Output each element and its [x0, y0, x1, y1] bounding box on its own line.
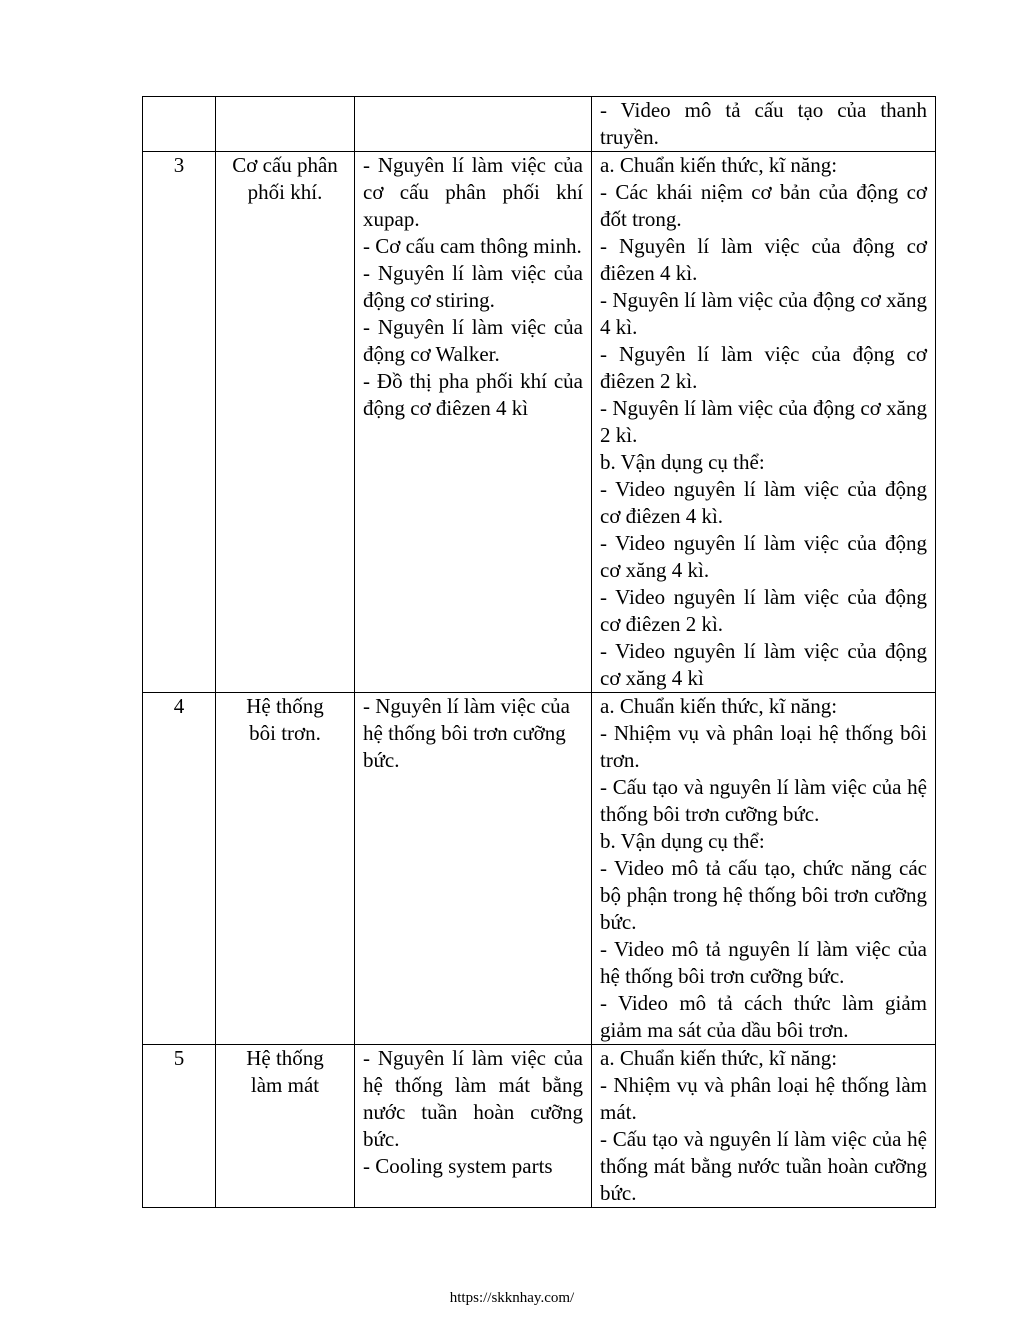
- requirements-cell: [592, 1045, 936, 1208]
- row-number: 3: [173, 153, 185, 177]
- requirement-line: - Nguyên lí làm việc của động cơ xăng 2 kì.: [600, 396, 927, 447]
- topic-name-line: Hệ thống: [246, 694, 324, 718]
- requirement-line: - Video mô tả cấu tạo, chức năng các bộ phận trong hệ thống bôi trơn cưỡng bức.: [600, 856, 927, 934]
- table-row: [143, 152, 936, 693]
- simulation-cell: [355, 693, 592, 1045]
- simulation-line: - Nguyên lí làm việc của động cơ stiring.: [363, 261, 583, 312]
- simulation-cell: [355, 1045, 592, 1208]
- row-number: 4: [173, 694, 185, 718]
- requirements-cell: [592, 152, 936, 693]
- simulation-line: - Nguyên lí làm việc của hệ thống bôi trơn cưỡng bức.: [363, 694, 571, 772]
- simulation-line: - Nguyên lí làm việc của hệ thống làm mát bằng nước tuần hoàn cưỡng bức.: [363, 1046, 583, 1151]
- topic-name-line: làm mát: [250, 1073, 320, 1097]
- requirement-line: - Video mô tả cấu tạo của thanh truyền.: [600, 98, 927, 149]
- topic-name-line: bôi trơn.: [249, 721, 321, 745]
- requirement-line: - Các khái niệm cơ bản của động cơ đốt trong.: [600, 180, 927, 231]
- requirement-line: - Cấu tạo và nguyên lí làm việc của hệ thống mát bằng nước tuần hoàn cưỡng bức.: [600, 1127, 927, 1205]
- topic-name-cell: [216, 97, 355, 152]
- requirement-line: - Video mô tả nguyên lí làm việc của hệ thống bôi trơn cưỡng bức.: [600, 937, 927, 988]
- requirement-line: b. Vận dụng cụ thể:: [600, 450, 765, 474]
- table-row: [143, 97, 936, 152]
- row-number-cell: [143, 152, 216, 693]
- simulation-line: - Cooling system parts: [363, 1154, 553, 1178]
- simulation-line: - Đồ thị pha phối khí của động cơ điêzen 4 kì: [363, 369, 583, 420]
- table-row: [143, 1045, 936, 1208]
- requirement-line: - Nguyên lí làm việc của động cơ điêzen 2 kì.: [600, 342, 927, 393]
- simulation-cell: [355, 152, 592, 693]
- content-table: [142, 96, 936, 1208]
- requirement-line: a. Chuẩn kiến thức, kĩ năng:: [600, 694, 838, 718]
- topic-name-cell: [216, 1045, 355, 1208]
- requirement-line: - Cấu tạo và nguyên lí làm việc của hệ thống bôi trơn cưỡng bức.: [600, 775, 927, 826]
- requirements-cell: [592, 693, 936, 1045]
- topic-name-cell: [216, 152, 355, 693]
- requirement-line: b. Vận dụng cụ thể:: [600, 829, 765, 853]
- requirements-cell: [592, 97, 936, 152]
- table-row: [143, 693, 936, 1045]
- requirement-line: - Video nguyên lí làm việc của động cơ xăng 4 kì: [600, 639, 927, 690]
- requirement-line: - Video nguyên lí làm việc của động cơ xăng 4 kì.: [600, 531, 927, 582]
- requirement-line: - Video nguyên lí làm việc của động cơ điêzen 2 kì.: [600, 585, 927, 636]
- requirement-line: - Video nguyên lí làm việc của động cơ điêzen 4 kì.: [600, 477, 927, 528]
- simulation-line: - Nguyên lí làm việc của động cơ Walker.: [363, 315, 583, 366]
- simulation-line: - Nguyên lí làm việc của cơ cấu phân phối khí xupap.: [363, 153, 583, 231]
- footer-url[interactable]: https://skknhay.com/: [449, 1290, 575, 1306]
- requirement-line: a. Chuẩn kiến thức, kĩ năng:: [600, 153, 838, 177]
- simulation-line: - Cơ cấu cam thông minh.: [363, 234, 582, 258]
- row-number-cell: [143, 97, 216, 152]
- topic-name-line: phối khí.: [247, 180, 323, 204]
- topic-name-cell: [216, 693, 355, 1045]
- requirement-line: - Video mô tả cách thức làm giảm giảm ma sát của dầu bôi trơn.: [600, 991, 927, 1042]
- simulation-cell: [355, 97, 592, 152]
- requirement-line: - Nguyên lí làm việc của động cơ điêzen 4 kì.: [600, 234, 927, 285]
- table-body: [143, 97, 936, 1208]
- row-number-cell: [143, 1045, 216, 1208]
- requirement-line: - Nhiệm vụ và phân loại hệ thống làm mát.: [600, 1073, 927, 1124]
- requirement-line: - Nhiệm vụ và phân loại hệ thống bôi trơn.: [600, 721, 927, 772]
- topic-name-line: Hệ thống: [246, 1046, 324, 1070]
- row-number: 5: [173, 1046, 185, 1070]
- requirement-line: - Nguyên lí làm việc của động cơ xăng 4 kì.: [600, 288, 927, 339]
- requirement-line: a. Chuẩn kiến thức, kĩ năng:: [600, 1046, 838, 1070]
- row-number-cell: [143, 693, 216, 1045]
- topic-name-line: Cơ cấu phân: [232, 153, 338, 177]
